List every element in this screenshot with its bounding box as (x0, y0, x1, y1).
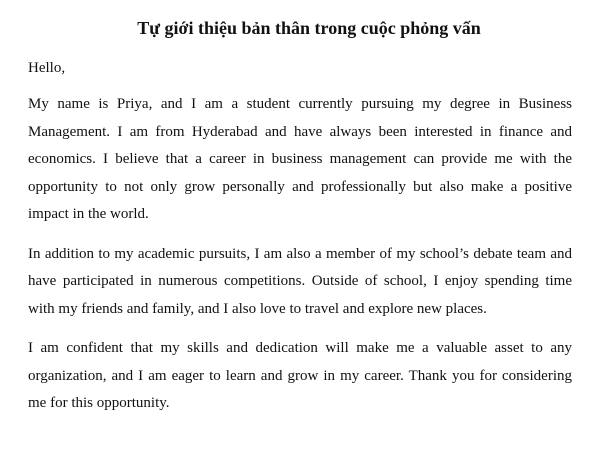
document-title: Tự giới thiệu bản thân trong cuộc phỏng vấn (137, 18, 481, 38)
paragraph-activities: In addition to my academic pursuits, I am also a member of my school’s debate team and have participated in numerous competitions. Outside of school, I enjoy spending time with my friends and family, and I also love to travel and explore new places. (28, 245, 572, 317)
paragraph-introduction: My name is Priya, and I am a student currently pursuing my degree in Business Management. I am from Hyderabad and have always been interested in finance and economics. I believe that a career in business management can provide me with the opportunity to not only grow personally and professionally but also make a positive impact in the world. (28, 96, 572, 222)
greeting-line: Hello, (28, 60, 66, 76)
paragraph-closing: I am confident that my skills and dedication will make me a valuable asset to any organization, and I am eager to learn and grow in my career. Thank you for considering me for this opportunity. (28, 340, 572, 411)
